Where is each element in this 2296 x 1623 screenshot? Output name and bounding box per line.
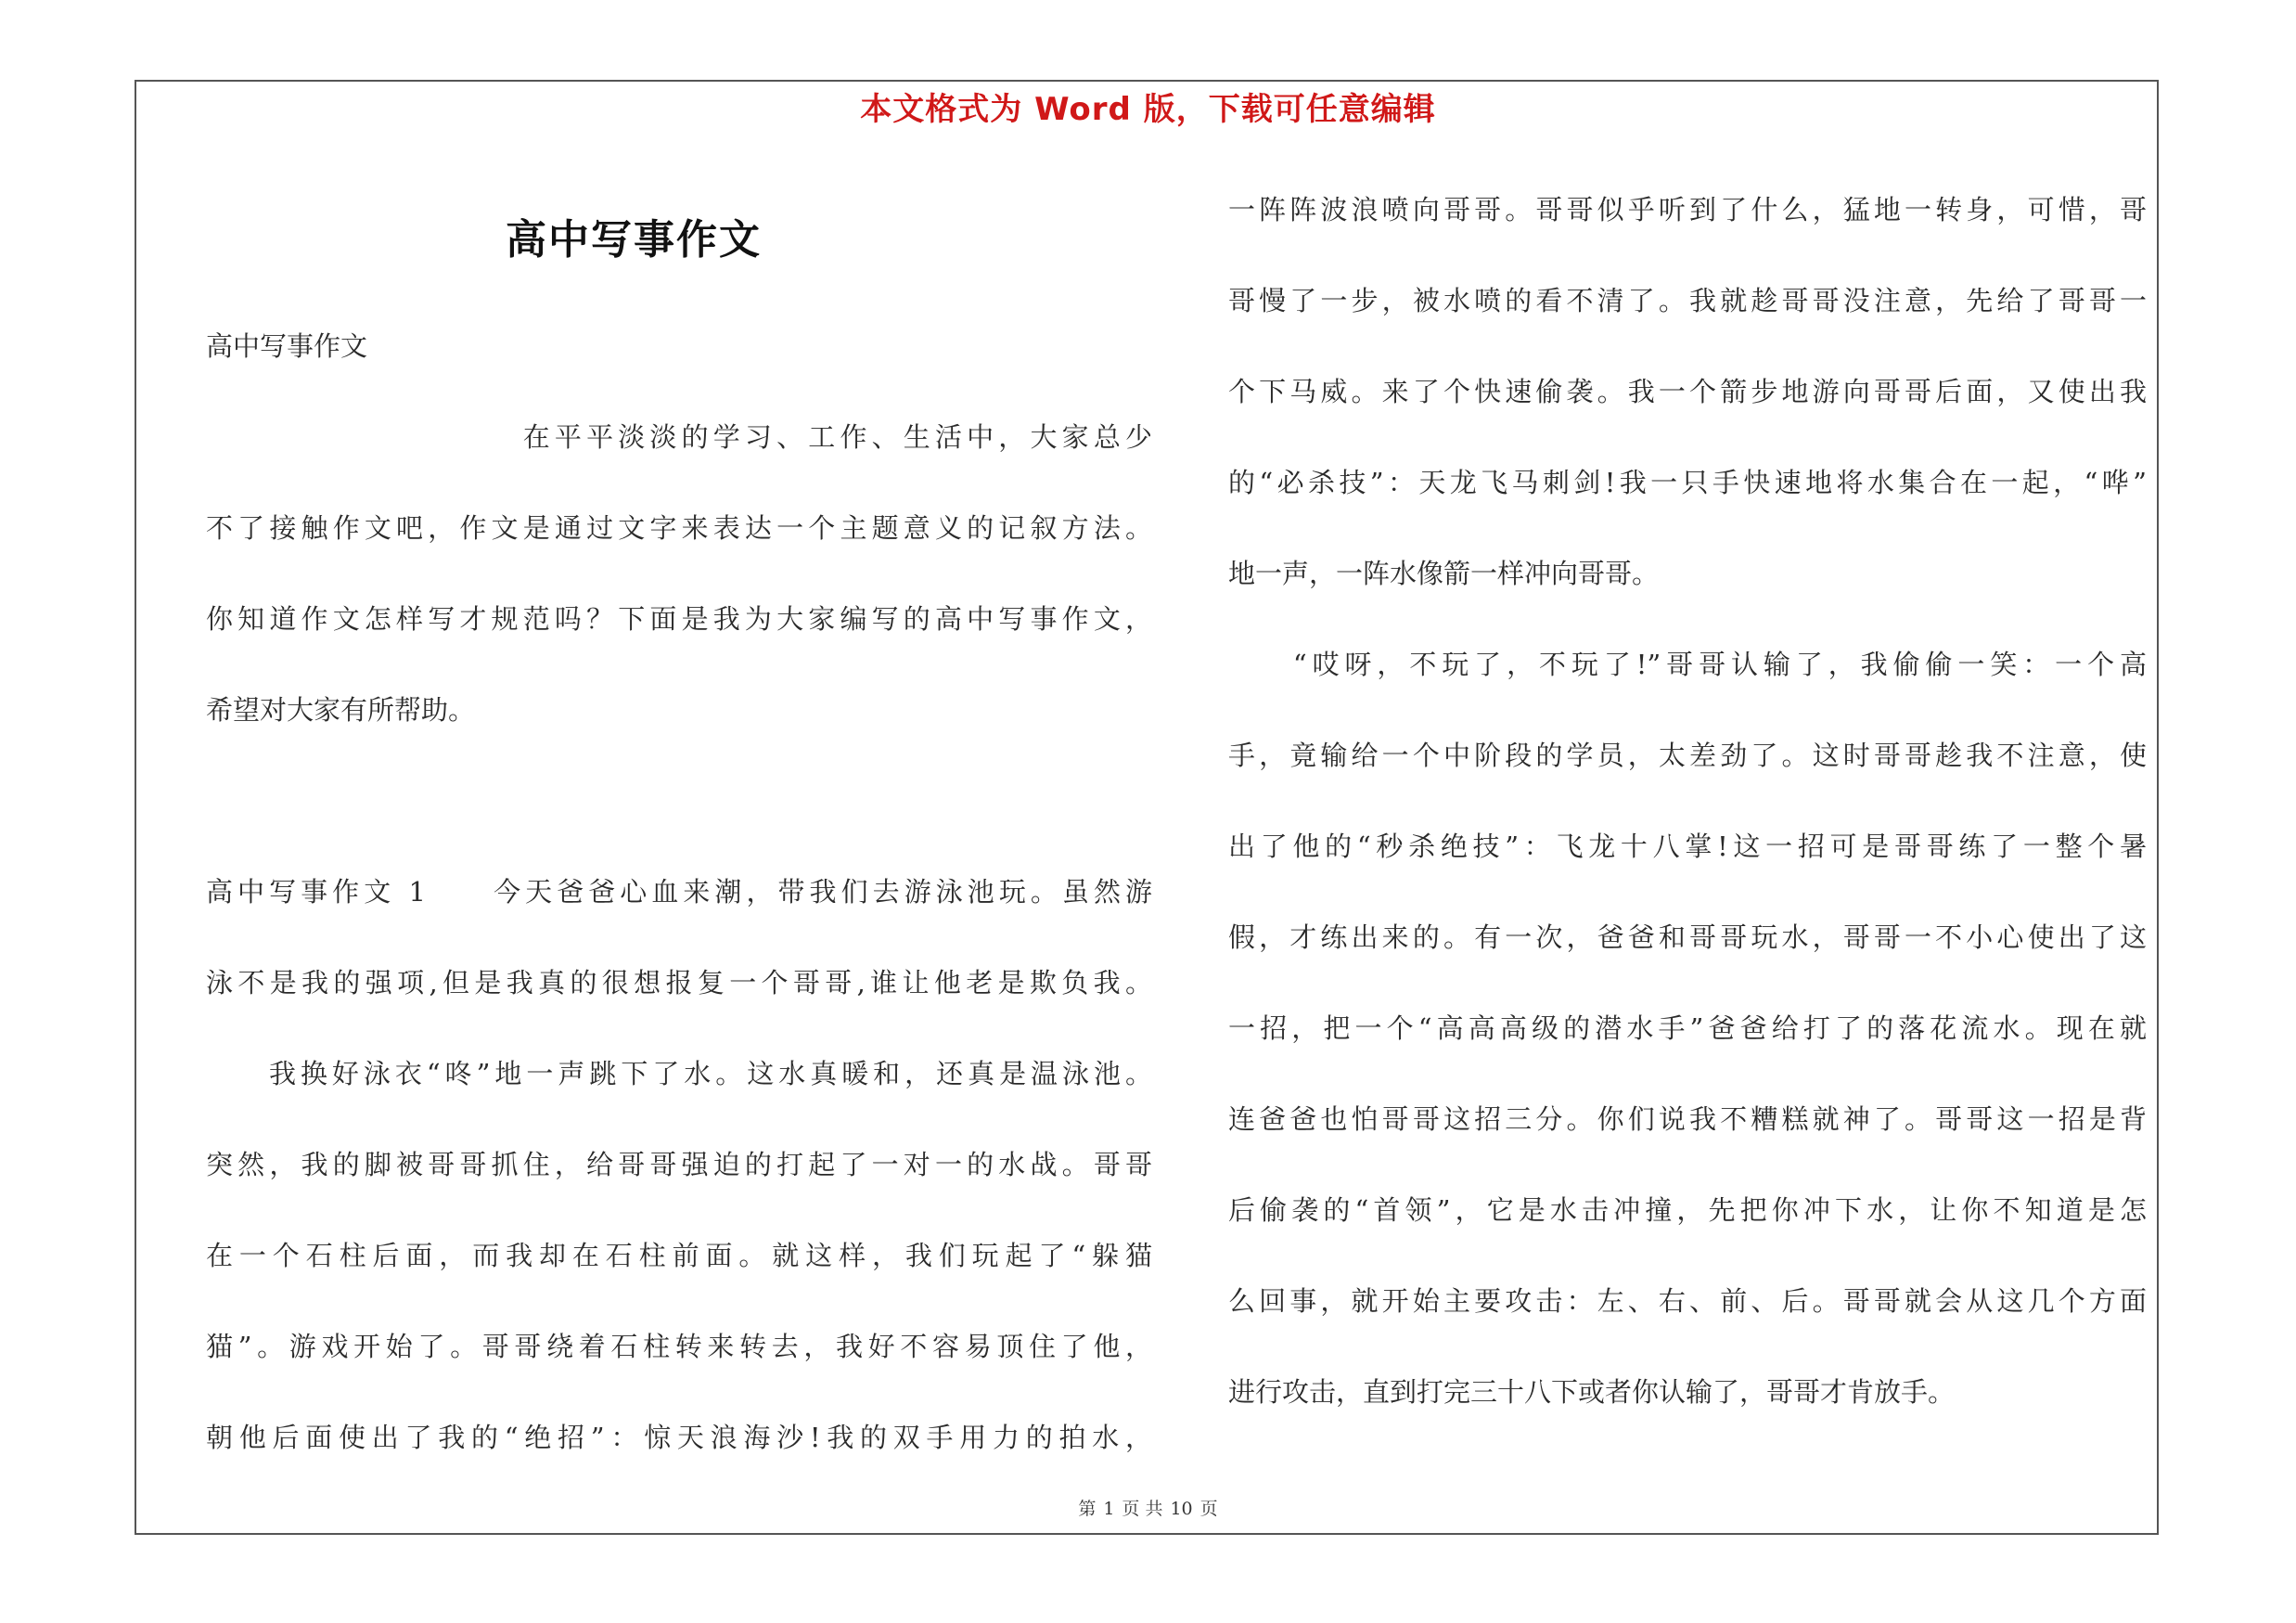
text-line: 泳不是我的强项,但是我真的很想报复一个哥哥,谁让他老是欺负我。 xyxy=(206,967,1152,998)
text-line: 个下马威。来了个快速偷袭。我一个箭步地游向哥哥后面，又使出我 xyxy=(1228,376,2147,407)
left-text-column xyxy=(206,325,1152,1507)
text-line: 高中写事作文 xyxy=(206,330,368,362)
blank-line xyxy=(206,779,1152,870)
text-line: 高中写事作文 1 今天爸爸心血来潮，带我们去游泳池玩。虽然游 xyxy=(206,876,1152,908)
text-line: 连爸爸也怕哥哥这招三分。你们说我不糟糕就神了。哥哥这一招是背 xyxy=(1228,1103,2147,1135)
text-line: 猫”。游戏开始了。哥哥绕着石柱转来转去，我好不容易顶住了他， xyxy=(206,1331,1152,1362)
footer-suffix: 页 xyxy=(1199,1499,1218,1519)
text-line: 一阵阵波浪喷向哥哥。哥哥似乎听到了什么，猛地一转身，可惜，哥 xyxy=(1228,194,2147,225)
text-line: 在一个石柱后面，而我却在石柱前面。就这样，我们玩起了“躲猫 xyxy=(206,1240,1152,1271)
footer-middle: 页 共 xyxy=(1122,1499,1163,1519)
footer-prefix: 第 xyxy=(1078,1499,1097,1519)
text-line: 希望对大家有所帮助。 xyxy=(206,694,476,726)
text-line: 么回事，就开始主要攻击：左、右、前、后。哥哥就会从这几个方面 xyxy=(1228,1285,2147,1317)
text-line: 哥慢了一步，被水喷的看不清了。我就趁哥哥没注意，先给了哥哥一 xyxy=(1228,285,2147,316)
text-line: 朝他后面使出了我的“绝招”：惊天浪海沙!我的双手用力的拍水， xyxy=(206,1422,1152,1453)
text-line: 的“必杀技”：天龙飞马刺剑!我一只手快速地将水集合在一起，“哗” xyxy=(1228,467,2147,498)
format-banner: 本文格式为 Word 版，下载可任意编辑 xyxy=(860,91,1436,128)
text-line: 在平平淡淡的学习、工作、生活中，大家总少 xyxy=(206,421,1152,453)
page-number: 1 xyxy=(1103,1499,1115,1519)
page-footer xyxy=(0,1495,2296,1520)
text-line: 地一声，一阵水像箭一样冲向哥哥。 xyxy=(1228,558,1660,589)
text-line: 突然，我的脚被哥哥抓住，给哥哥强迫的打起了一对一的水战。哥哥 xyxy=(206,1149,1152,1180)
text-line: 假，才练出来的。有一次，爸爸和哥哥玩水，哥哥一不小心使出了这 xyxy=(1228,921,2147,953)
text-line: 你知道作文怎样写才规范吗？下面是我为大家编写的高中写事作文， xyxy=(206,603,1152,635)
text-line: 进行攻击，直到打完三十八下或者你认输了，哥哥才肯放手。 xyxy=(1228,1376,1956,1408)
right-text-column xyxy=(1228,188,2147,1462)
text-line: 不了接触作文吧，作文是通过文字来表达一个主题意义的记叙方法。 xyxy=(206,512,1152,544)
text-line: 后偷袭的“首领”，它是水击冲撞，先把你冲下水，让你不知道是怎 xyxy=(1228,1194,2147,1226)
document-title: 高中写事作文 xyxy=(506,216,762,264)
text-line: 出了他的“秒杀绝技”：飞龙十八掌!这一招可是哥哥练了一整个暑 xyxy=(1228,831,2147,862)
text-line: 手，竟输给一个中阶段的学员，太差劲了。这时哥哥趁我不注意，使 xyxy=(1228,740,2147,771)
text-line: 一招，把一个“高高高级的潜水手”爸爸给打了的落花流水。现在就 xyxy=(1228,1012,2147,1044)
total-pages: 10 xyxy=(1170,1499,1193,1519)
text-line: 我换好泳衣“咚”地一声跳下了水。这水真暖和，还真是温泳池。 xyxy=(206,1058,1152,1089)
text-line: “哎呀，不玩了，不玩了!”哥哥认输了，我偷偷一笑：一个高 xyxy=(1228,649,2147,680)
